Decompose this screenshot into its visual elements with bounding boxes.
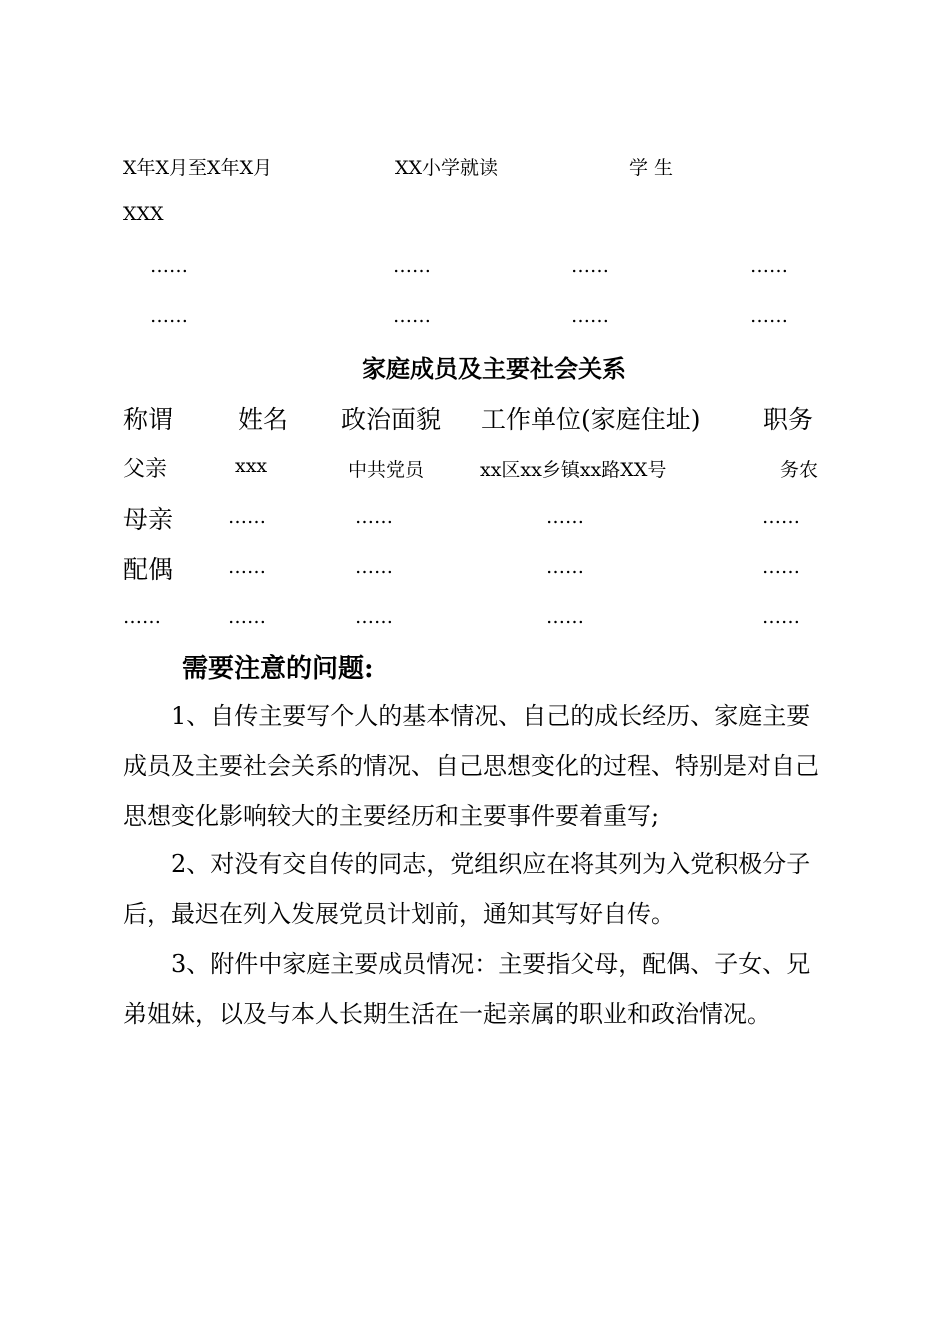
edu-ellipsis: …… (571, 305, 609, 327)
cell-workplace: …… (546, 506, 584, 528)
cell-workplace: …… (546, 606, 584, 628)
edu-ellipsis: …… (393, 305, 431, 327)
edu-school: XX小学就读 (395, 157, 499, 179)
cell-name: xxx (235, 455, 268, 477)
cell-name: …… (228, 606, 266, 628)
note-paragraph-3: 3、附件中家庭主要成员情况：主要指父母，配偶、子女、兄弟姐妹，以及与本人长期生活在一起亲属的职业和政治情况。 (123, 950, 811, 1028)
cell-workplace: xx区xx乡镇xx路XX号 (480, 459, 667, 481)
edu-ellipsis: …… (150, 305, 188, 327)
edu-witness: XXX (123, 203, 164, 225)
family-section-title: 家庭成员及主要社会关系 (362, 354, 626, 383)
cell-position: …… (762, 556, 800, 578)
header-name: 姓名 (238, 405, 289, 434)
notes-heading: 需要注意的问题: (182, 654, 374, 684)
header-title: 称谓 (123, 405, 174, 434)
edu-role: 学 生 (629, 157, 674, 179)
edu-ellipsis: …… (150, 255, 188, 277)
cell-position: 务农 (780, 459, 819, 481)
edu-ellipsis: …… (571, 255, 609, 277)
cell-relation: 配偶 (123, 555, 174, 584)
cell-position: …… (762, 506, 800, 528)
edu-ellipsis: …… (393, 255, 431, 277)
header-position: 职务 (763, 405, 814, 434)
cell-relation: …… (123, 606, 161, 628)
header-political-status: 政治面貌 (341, 405, 442, 434)
cell-position: …… (762, 606, 800, 628)
cell-name: …… (228, 556, 266, 578)
note-paragraph-1: 1、自传主要写个人的基本情况、自己的成长经历、家庭主要成员及主要社会关系的情况、自己思想变化的过程、特别是对自己思想变化影响较大的主要经历和主要事件要着重写; (123, 702, 819, 830)
cell-relation: 母亲 (123, 505, 174, 534)
cell-workplace: …… (546, 556, 584, 578)
cell-political: 中共党员 (348, 459, 425, 481)
cell-relation: 父亲 (123, 457, 168, 482)
edu-period: X年X月至X年X月 (123, 157, 273, 179)
cell-political: …… (355, 556, 393, 578)
cell-political: …… (355, 606, 393, 628)
edu-ellipsis: …… (750, 305, 788, 327)
header-workplace: 工作单位(家庭住址) (481, 405, 701, 434)
edu-ellipsis: …… (750, 255, 788, 277)
cell-name: …… (228, 506, 266, 528)
cell-political: …… (355, 506, 393, 528)
note-paragraph-2: 2、对没有交自传的同志，党组织应在将其列为入党积极分子后，最迟在列入发展党员计划前，通知其写好自传。 (123, 850, 811, 928)
